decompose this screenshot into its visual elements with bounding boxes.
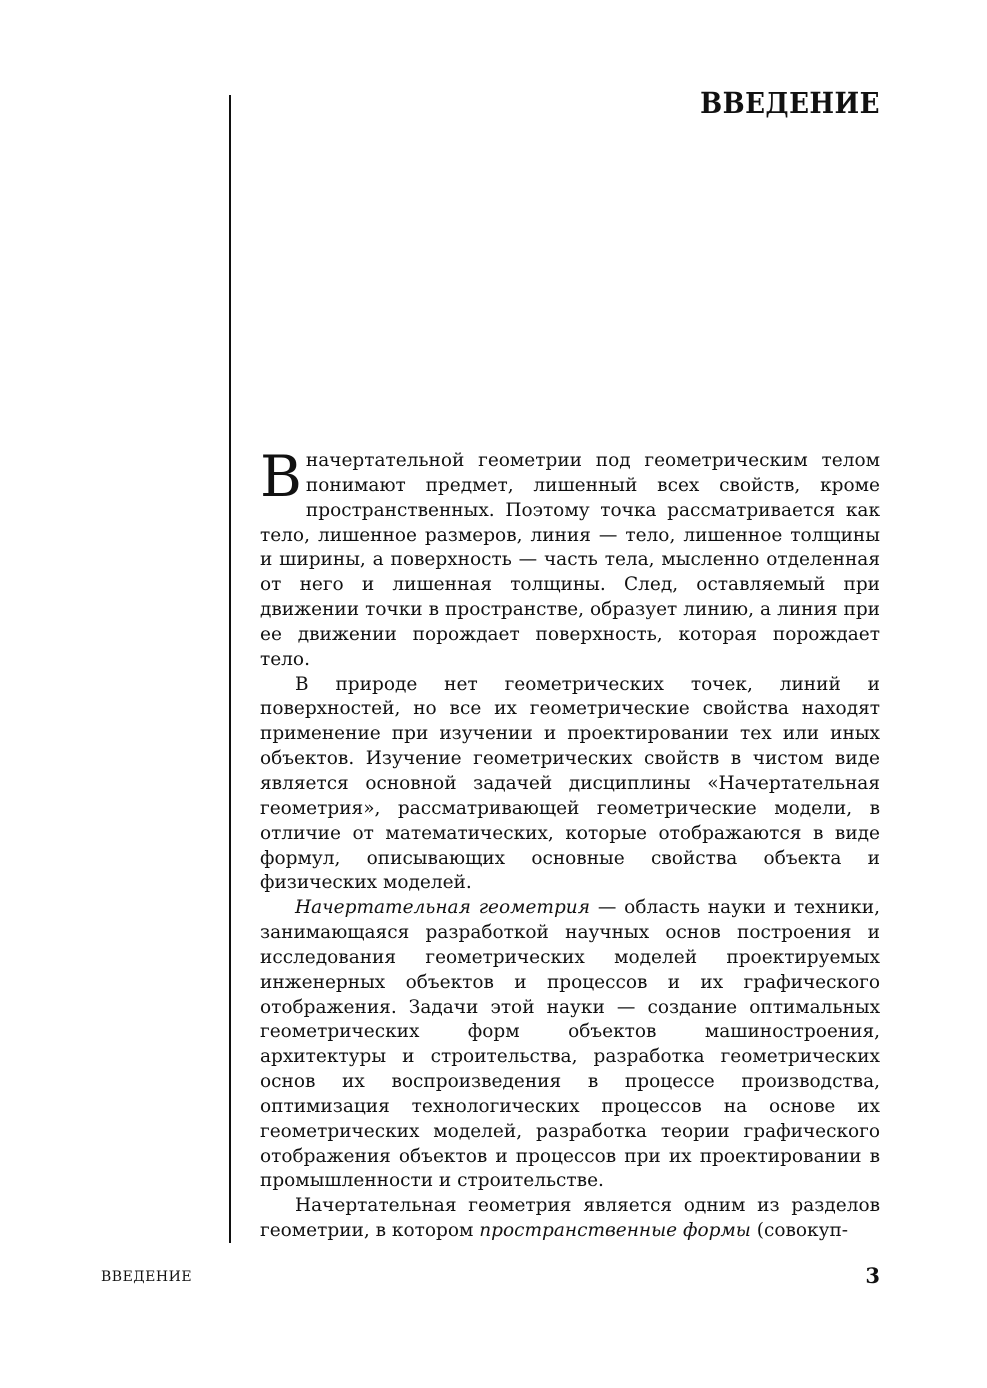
paragraph-3-text: — область науки и техники, занимающаяся разработкой научных основ построения и исследования геометрических моделей проектируемых инженерных объектов и процессов и их графического отображения. Задачи этой науки — создание оптимальных геометрических форм объектов машиностроения, архитектуры и строительства, разработка геометрических основ их воспроизведения в процессе производства, оптимизация технологических процессов на основе их геометрических моделей, разработка теории графического отображения объектов и процессов при их проектировании в промышленности и строительстве. [260,897,880,1192]
paragraph-1 [260,444,880,673]
paragraph-2 [260,673,880,897]
margin-vertical-rule [229,95,231,1243]
paragraph-4 [260,1194,880,1244]
paragraph-3 [260,896,880,1194]
page-title: ВВЕДЕНИЕ [700,86,880,120]
drop-cap: В [260,444,302,510]
paragraph-2-text: В природе нет геометрических точек, линий и поверхностей, но все их геометрические свойства находят применение при изучении и проектировании тех или иных объектов. Изучение геометрических свойств в чистом виде является основной задачей дисциплины «Начертательная геометрия», рассматривающей геометрические модели, в отличие от математических, которые отображаются в виде формул, описывающих основные свойства объекта и физических моделей. [260,673,880,894]
paragraph-4-text-after: (совокуп- [750,1220,849,1242]
body-text [260,444,880,1244]
paragraph-4-text-before: Начертательная геометрия является одним из разделов геометрии, в котором [260,1195,880,1242]
term-spatial-forms: пространственные формы [479,1220,751,1242]
term-descriptive-geometry: Начертательная геометрия [295,897,590,919]
paragraph-1-text: начертательной геометрии под геометрическим телом понимают предмет, лишенный всех свойств, кроме пространственных. Поэтому точка рассматривается как тело, лишенное размеров, линия — тело, лишенное толщины и ширины, а поверхность — часть тела, мысленно отделенная от него и лишенная толщины. След, оставляемый при движении точки в пространстве, образует линию, а линия при ее движении порождает поверхность, которая порождает тело. [260,450,880,670]
running-footer-section: ВВЕДЕНИЕ [101,1269,193,1285]
page-number: 3 [865,1263,880,1288]
